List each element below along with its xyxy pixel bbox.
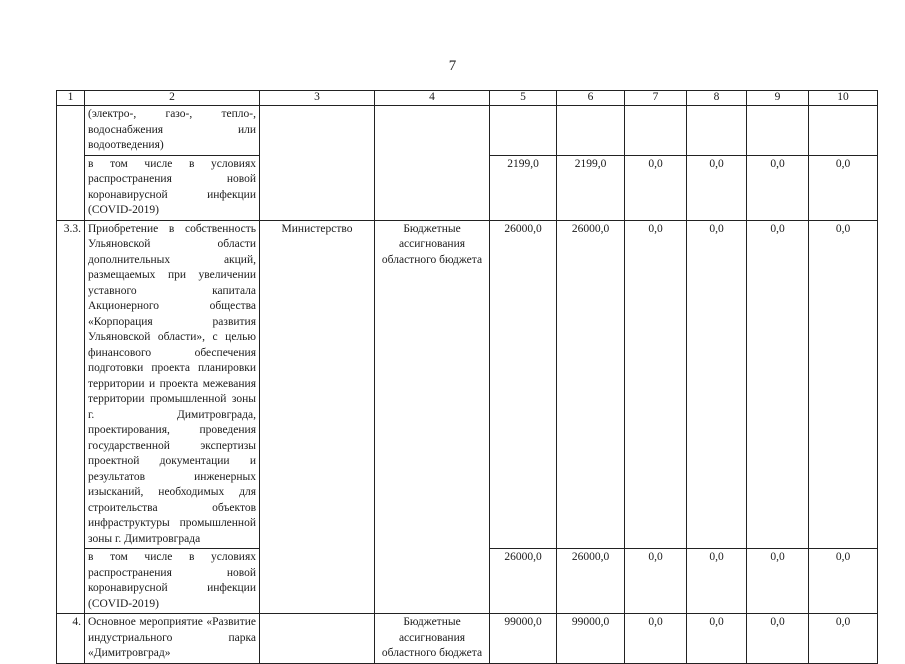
value-cell: 26000,0 bbox=[557, 549, 625, 614]
header-cell: 10 bbox=[809, 91, 878, 106]
row-source-cell bbox=[375, 106, 490, 221]
header-cell: 3 bbox=[260, 91, 375, 106]
row-index-cell bbox=[57, 106, 85, 221]
value-cell: 0,0 bbox=[809, 155, 878, 220]
value-cell: 0,0 bbox=[747, 220, 809, 549]
header-cell: 5 bbox=[490, 91, 557, 106]
value-cell bbox=[747, 106, 809, 156]
table-row bbox=[57, 106, 878, 156]
table-row bbox=[57, 220, 878, 549]
value-cell: 99000,0 bbox=[490, 614, 557, 664]
row-description: Основное мероприятие «Развитие индустриального парка «Димитровград» bbox=[85, 614, 260, 664]
row-source-cell: Бюджетные ассигнования областного бюджета bbox=[375, 614, 490, 664]
page-number: 7 bbox=[448, 58, 457, 74]
budget-table bbox=[56, 90, 878, 664]
value-cell bbox=[490, 106, 557, 156]
row-source-cell: Бюджетные ассигнования областного бюджета bbox=[375, 220, 490, 614]
row-executor-cell bbox=[260, 106, 375, 221]
value-cell: 0,0 bbox=[687, 614, 747, 664]
header-cell: 9 bbox=[747, 91, 809, 106]
row-index-cell: 4. bbox=[57, 614, 85, 664]
header-cell: 2 bbox=[85, 91, 260, 106]
header-cell: 8 bbox=[687, 91, 747, 106]
row-description: (электро-, газо-, тепло-, водоснабжения или водоотведения) bbox=[85, 106, 260, 156]
value-cell: 0,0 bbox=[687, 220, 747, 549]
header-cell: 7 bbox=[625, 91, 687, 106]
value-cell: 0,0 bbox=[625, 220, 687, 549]
value-cell: 2199,0 bbox=[557, 155, 625, 220]
row-description: в том числе в условиях распространения новой коронавирусной инфекции (COVID-2019) bbox=[85, 155, 260, 220]
value-cell: 0,0 bbox=[747, 549, 809, 614]
value-cell: 0,0 bbox=[625, 549, 687, 614]
value-cell: 0,0 bbox=[809, 549, 878, 614]
value-cell: 26000,0 bbox=[557, 220, 625, 549]
row-description: в том числе в условиях распространения новой коронавирусной инфекции (COVID-2019) bbox=[85, 549, 260, 614]
value-cell: 26000,0 bbox=[490, 549, 557, 614]
value-cell: 0,0 bbox=[809, 220, 878, 549]
table-header-row bbox=[57, 91, 878, 106]
value-cell: 0,0 bbox=[747, 155, 809, 220]
header-cell: 1 bbox=[57, 91, 85, 106]
value-cell: 0,0 bbox=[625, 614, 687, 664]
value-cell: 99000,0 bbox=[557, 614, 625, 664]
row-executor-cell bbox=[260, 614, 375, 664]
value-cell bbox=[687, 106, 747, 156]
value-cell: 2199,0 bbox=[490, 155, 557, 220]
value-cell: 0,0 bbox=[809, 614, 878, 664]
value-cell bbox=[809, 106, 878, 156]
value-cell: 26000,0 bbox=[490, 220, 557, 549]
row-description: Приобретение в собственность Ульяновской области дополнительных акций, размещаемых при увеличении уставного капитала Акционерного общества «Корпорация развития Ульяновской области», с целью финансового обеспечения подготовки проекта планировки территории и проекта межевания территории промышленной зоны г. Димитровграда, проектирования, проведения государственной экспертизы проектной документации и результатов инженерных изысканий, необходимых для строительства объектов инфраструктуры промышленной зоны г. Димитровграда bbox=[85, 220, 260, 549]
value-cell bbox=[625, 106, 687, 156]
header-cell: 4 bbox=[375, 91, 490, 106]
header-cell: 6 bbox=[557, 91, 625, 106]
value-cell: 0,0 bbox=[747, 614, 809, 664]
row-executor-cell: Министерство bbox=[260, 220, 375, 614]
value-cell: 0,0 bbox=[687, 155, 747, 220]
table-row bbox=[57, 614, 878, 664]
value-cell: 0,0 bbox=[625, 155, 687, 220]
row-index-cell: 3.3. bbox=[57, 220, 85, 614]
value-cell bbox=[557, 106, 625, 156]
value-cell: 0,0 bbox=[687, 549, 747, 614]
